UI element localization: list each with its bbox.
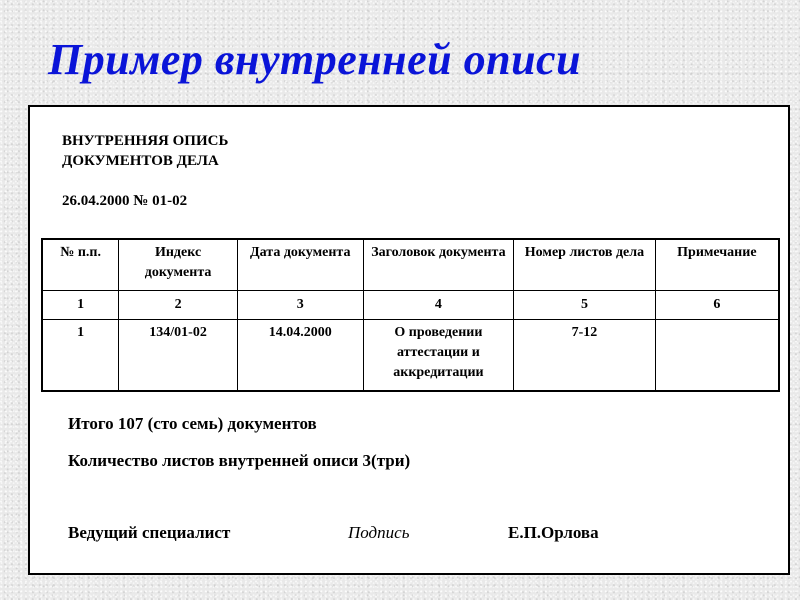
document-heading bbox=[62, 131, 228, 171]
column-header: № п.п. bbox=[42, 239, 119, 290]
cell-title: О проведении аттестации и аккредитации bbox=[363, 319, 514, 391]
total-documents: Итого 107 (сто семь) документов bbox=[68, 414, 317, 433]
cell-date: 14.04.2000 bbox=[237, 319, 363, 391]
column-number: 4 bbox=[363, 290, 514, 319]
column-number: 2 bbox=[119, 290, 238, 319]
cell-note bbox=[655, 319, 779, 391]
total-sheets: Количество листов внутренней описи 3(три) bbox=[68, 451, 411, 470]
cell-sheets: 7-12 bbox=[514, 319, 655, 391]
document-date-number: 26.04.2000 № 01-02 bbox=[62, 193, 188, 209]
column-number: 1 bbox=[42, 290, 119, 319]
column-header: Дата документа bbox=[237, 239, 363, 290]
column-header: Примечание bbox=[655, 239, 779, 290]
cell-index: 134/01-02 bbox=[119, 319, 238, 391]
inventory-document bbox=[28, 105, 790, 575]
column-header: Заголовок документа bbox=[363, 239, 514, 290]
totals-block bbox=[68, 414, 410, 488]
table-row bbox=[42, 319, 779, 391]
inventory-table bbox=[41, 238, 780, 392]
column-header: Индекс документа bbox=[119, 239, 238, 290]
heading-line-1: ВНУТРЕННЯЯ ОПИСЬ bbox=[62, 133, 229, 149]
signer-position: Ведущий специалист bbox=[68, 523, 231, 542]
signature-label: Подпись bbox=[348, 523, 410, 542]
column-numbers-row bbox=[42, 290, 779, 319]
table-header-row bbox=[42, 239, 779, 290]
signer-name: Е.П.Орлова bbox=[508, 523, 599, 542]
column-number: 5 bbox=[514, 290, 655, 319]
cell-num: 1 bbox=[42, 319, 119, 391]
slide-title: Пример внутренней описи bbox=[48, 35, 582, 84]
column-header: Номер листов дела bbox=[514, 239, 655, 290]
column-number: 3 bbox=[237, 290, 363, 319]
column-number: 6 bbox=[655, 290, 779, 319]
heading-line-2: ДОКУМЕНТОВ ДЕЛА bbox=[62, 153, 219, 169]
